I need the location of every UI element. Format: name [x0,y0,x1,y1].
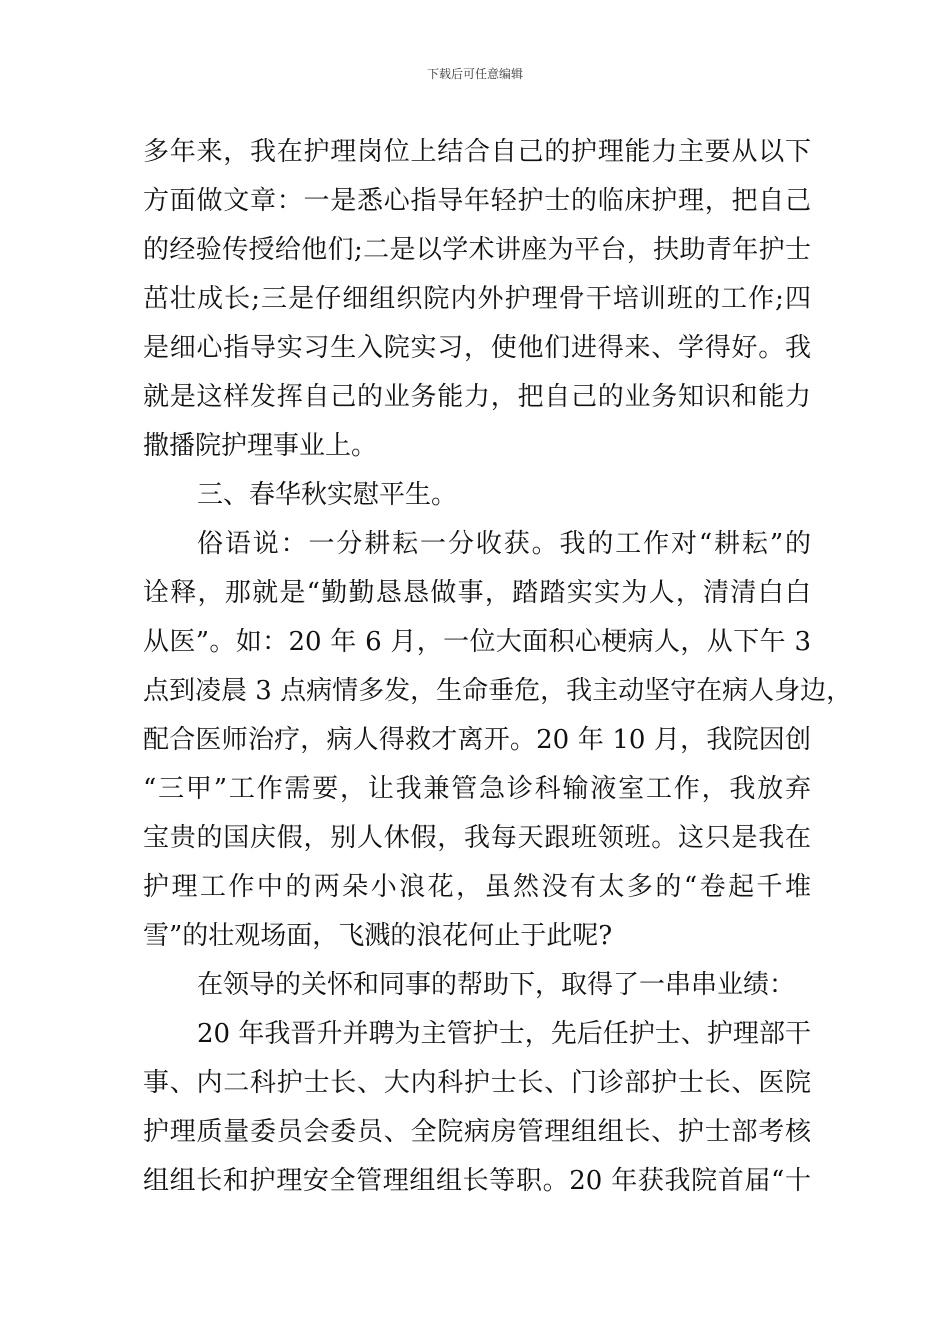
text-line: 配合医师治疗，病人得救才离开。20 年 10 月，我院因创 [143,725,811,755]
text-line: 三、春华秋实慰平生。 [197,480,458,510]
text-line: 就是这样发挥自己的业务能力，把自己的业务知识和能力 [143,382,811,412]
text-line: 方面做文章：一是悉心指导年轻护士的临床护理，把自己 [143,186,811,216]
text-line: 雪”的壮观场面，飞溅的浪花何止于此呢? [143,921,613,951]
paragraph-3 [143,520,853,961]
text-line: 的经验传授给他们;二是以学术讲座为平台，扶助青年护士 [143,235,811,265]
text-line: 多年来，我在护理岗位上结合自己的护理能力主要从以下 [143,137,811,167]
page-header: 下载后可任意编辑 [426,67,523,81]
text-line: 宝贵的国庆假，别人休假，我每天跟班领班。这只是我在 [143,823,811,853]
paragraph-5 [143,1010,811,1206]
paragraph-1 [143,128,811,471]
text-line: 事、内二科护士长、大内科护士长、门诊部护士长、医院 [143,1068,811,1098]
paragraph-4 [143,961,811,1010]
text-line: 俗语说：一分耕耘一分收获。我的工作对“耕耘”的 [197,529,811,559]
text-line: 组组长和护理安全管理组组长等职。20 年获我院首届“十 [143,1166,811,1196]
section-heading [143,471,811,520]
text-line: 茁壮成长;三是仔细组织院内外护理骨干培训班的工作;四 [143,284,811,314]
text-line: 从医”。如：20 年 6 月，一位大面积心梗病人，从下午 3 [143,627,811,657]
text-line: 护理工作中的两朵小浪花，虽然没有太多的“卷起千堆 [143,872,811,902]
text-line: 护理质量委员会委员、全院病房管理组组长、护士部考核 [143,1117,811,1147]
text-line: 在领导的关怀和同事的帮助下，取得了一串串业绩： [197,970,796,1000]
document-body [143,128,853,1206]
text-line: 是细心指导实习生入院实习，使他们进得来、学得好。我 [143,333,811,363]
text-line: 诠释，那就是“勤勤恳恳做事，踏踏实实为人，清清白白 [143,578,811,608]
text-line: 撒播院护理事业上。 [143,431,378,461]
text-line: “三甲”工作需要，让我兼管急诊科输液室工作，我放弃 [143,774,811,804]
text-line: 20 年我晋升并聘为主管护士，先后任护士、护理部干 [197,1019,811,1049]
text-line: 点到凌晨 3 点病情多发，生命垂危，我主动坚守在病人身边， [143,676,853,706]
